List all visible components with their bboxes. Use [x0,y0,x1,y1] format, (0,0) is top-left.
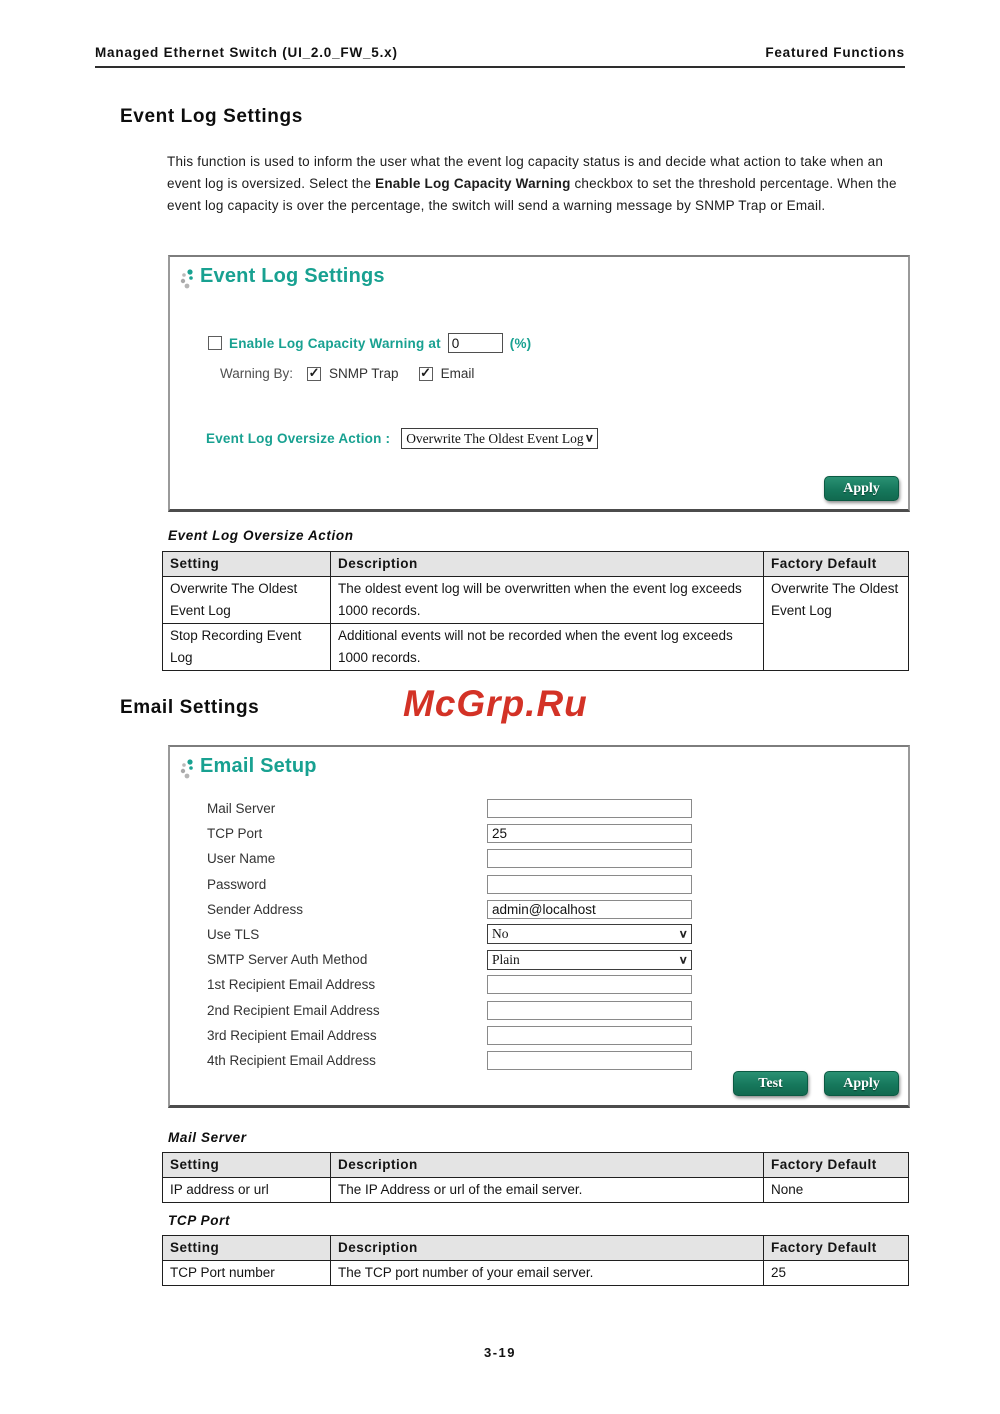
watermark-text: McGrp.Ru [403,683,588,724]
email-checkbox[interactable] [419,367,433,381]
col-header-setting: Setting [163,552,331,577]
mail-server-table [162,1152,909,1203]
tcp-port-input[interactable] [487,824,692,843]
col-header-factory-default: Factory Default [764,552,909,577]
col-header-setting: Setting [163,1236,331,1261]
field-row-recipient-3 [207,1026,692,1045]
password-label: Password [207,876,267,892]
table-row [163,577,909,624]
email-setup-panel [168,745,910,1108]
mail-server-input[interactable] [487,799,692,818]
factory-default-cell: None [764,1178,909,1203]
oversize-action-value: Overwrite The Oldest Event Log [406,430,584,446]
sender-address-input[interactable] [487,900,692,919]
tcp-port-label: TCP Port [207,826,263,842]
intro-text-pre: This function is used to inform the user what the event log capacity status is and decide what action to take when an event log is oversized. Select the [167,154,884,191]
snmp-trap-label: SNMP Trap [329,366,399,381]
setting-cell: Stop Recording Event Log [163,624,331,671]
field-row-recipient-2 [207,1001,692,1020]
use-tls-label: Use TLS [207,926,260,942]
chevron-down-icon: ∨ [584,431,595,444]
email-fields [207,799,692,1076]
smtp-auth-select[interactable] [487,950,692,970]
warning-by-row [220,366,474,381]
chevron-down-icon: ∨ [678,952,688,966]
col-header-description: Description [331,1236,764,1261]
oversize-action-table [162,551,909,671]
use-tls-select[interactable] [487,924,692,944]
snmp-trap-checkbox[interactable] [307,367,321,381]
col-header-setting: Setting [163,1153,331,1178]
test-button[interactable]: Test [733,1071,808,1096]
dots-icon [179,268,195,290]
enable-log-capacity-checkbox[interactable] [208,336,222,350]
recipient-4-label: 4th Recipient Email Address [207,1052,376,1068]
intro-paragraph [167,151,912,217]
field-row-smtp-auth [207,950,692,969]
warning-by-label: Warning By: [220,366,294,381]
panel-title: Email Setup [200,755,317,777]
page-number: 3-19 [483,1345,517,1360]
recipient-4-input[interactable] [487,1051,692,1070]
user-name-label: User Name [207,851,276,867]
apply-button[interactable]: Apply [824,1071,899,1096]
col-header-description: Description [331,1153,764,1178]
table-row [163,1261,909,1286]
table-header-row [163,552,909,577]
page-header [95,44,905,68]
chevron-down-icon: ∨ [678,927,688,941]
oversize-action-select[interactable] [401,428,598,449]
sender-address-label: Sender Address [207,901,304,917]
factory-default-cell: 25 [764,1261,909,1286]
setting-cell: IP address or url [163,1178,331,1203]
recipient-1-input[interactable] [487,975,692,994]
check-icon: ✓ [308,365,320,380]
field-row-use-tls [207,925,692,944]
field-row-password [207,875,692,894]
capacity-threshold-input[interactable] [448,333,503,353]
header-right-title: Featured Functions [765,45,905,60]
description-cell: The TCP port number of your email server. [331,1261,764,1286]
intro-text-bold: Enable Log Capacity Warning [375,176,571,191]
field-row-sender-address [207,900,692,919]
apply-button[interactable]: Apply [824,476,899,501]
panel-title-row [179,755,317,780]
event-log-settings-heading: Event Log Settings [120,106,303,127]
recipient-2-input[interactable] [487,1001,692,1020]
table-header-row [163,1153,909,1178]
dots-icon [179,758,195,780]
setting-cell: Overwrite The Oldest Event Log [163,577,331,624]
col-header-factory-default: Factory Default [764,1153,909,1178]
mail-server-table-caption: Mail Server [168,1130,247,1145]
recipient-3-label: 3rd Recipient Email Address [207,1027,377,1043]
header-left-title: Managed Ethernet Switch (UI_2.0_FW_5.x) [95,45,398,60]
recipient-1-label: 1st Recipient Email Address [207,977,376,993]
table-header-row [163,1236,909,1261]
description-cell: The IP Address or url of the email server. [331,1178,764,1203]
percent-label: (%) [509,335,532,351]
col-header-factory-default: Factory Default [764,1236,909,1261]
factory-default-cell: Overwrite The Oldest Event Log [764,577,909,671]
smtp-auth-label: SMTP Server Auth Method [207,952,368,968]
oversize-action-label: Event Log Oversize Action : [206,431,391,446]
col-header-description: Description [331,552,764,577]
tcp-port-table-caption: TCP Port [168,1213,231,1228]
event-log-settings-panel [168,255,910,512]
oversize-action-row [206,428,598,449]
recipient-3-input[interactable] [487,1026,692,1045]
panel-title-row [179,265,385,290]
table-row [163,1178,909,1203]
description-cell: Additional events will not be recorded when the event log exceeds 1000 records. [331,624,764,671]
email-settings-heading: Email Settings [120,697,260,718]
enable-warning-row [208,333,531,353]
field-row-tcp-port [207,824,692,843]
oversize-table-caption: Event Log Oversize Action [168,528,354,543]
smtp-auth-value: Plain [492,951,520,967]
recipient-2-label: 2nd Recipient Email Address [207,1002,380,1018]
user-name-input[interactable] [487,849,692,868]
tcp-port-table [162,1235,909,1286]
panel-title: Event Log Settings [200,265,385,287]
description-cell: The oldest event log will be overwritten when the event log exceeds 1000 records. [331,577,764,624]
intro-text-post: checkbox to set the threshold percentage. When the event log capacity is over the percentage, the switch will send a warning message by SNMP Trap or Email. [167,176,897,213]
enable-log-capacity-label: Enable Log Capacity Warning at [229,335,441,351]
email-label: Email [440,366,475,381]
use-tls-value: No [492,926,509,942]
field-row-recipient-4 [207,1051,692,1070]
field-row-user-name [207,849,692,868]
panel-buttons-row [733,1071,899,1096]
check-icon: ✓ [420,365,432,380]
field-row-recipient-1 [207,975,692,994]
password-input[interactable] [487,875,692,894]
mail-server-label: Mail Server [207,801,276,816]
field-row-mail-server [207,799,692,818]
setting-cell: TCP Port number [163,1261,331,1286]
